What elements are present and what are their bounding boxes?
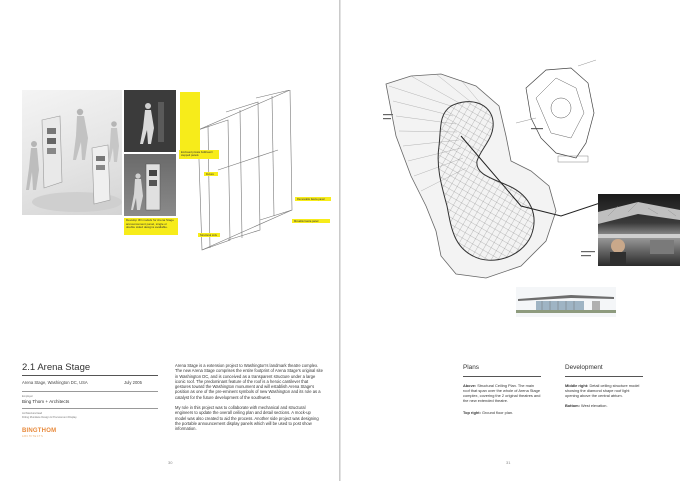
sketch-callout: Movable fascia panel — [292, 219, 330, 223]
highlight-stripe — [180, 92, 200, 154]
right-page — [341, 0, 680, 481]
paragraph: My role in this project was to collaborate with mechanical and structural engineers to update the overall ceiling plan and detail sections. A mock-up model was also created to aid the process. Another side project was designing the portable announcement display panels which will be used to post show information. — [175, 405, 319, 432]
development-caption-bottom — [565, 403, 643, 408]
caption-label: Above: — [463, 383, 477, 388]
divider — [22, 375, 158, 376]
page-number: 30 — [168, 460, 173, 465]
sketch-callout: Structural rods — [198, 233, 220, 237]
caption-text: Structural Ceiling Plan. The main roof that span over the whole of Arena Stage complex, covering the 2 original theatres and the new extended theatre. — [463, 383, 541, 403]
sketch-callout: Removable fascia panel — [295, 197, 331, 201]
caption-label: Middle right: — [565, 383, 589, 388]
sketch-callout: Fixture — [204, 172, 218, 176]
project-date: July 2005 — [124, 380, 142, 385]
caption-text: West elevation. — [581, 403, 608, 408]
panel-walkthrough-image — [124, 90, 176, 152]
sketch-callout: Enclosed private bulkhead / stepped panels — [179, 150, 219, 159]
employer-name: Bing Thom + Architects — [22, 399, 70, 404]
divider — [463, 376, 541, 377]
caption-text: Ground floor plan. — [481, 410, 514, 415]
project-location: Arena Stage, Washington DC, USA — [22, 380, 88, 385]
caption-label: Top right: — [463, 410, 481, 415]
ceiling-structure-model-photo — [598, 194, 680, 266]
divider — [22, 391, 158, 392]
credits-text: Fitting Mundane Design & Procurement Display — [22, 416, 77, 419]
plans-caption-top-right — [463, 410, 541, 415]
body-text — [175, 363, 323, 437]
panel-kiosk-image — [124, 154, 176, 216]
ground-floor-plan — [516, 58, 598, 168]
paragraph: Arena Stage is a extension project to Washington's landmark theatre complex. The new Arena Stage comprises the entire footprint of Arena Stage's original site in Washington DC, and is conceived as a transparent structure under a large iconic roof. The predominant feature of the roof is a heroic cantilever that gestures toward the Washington monument and will establish Arena Stage's position as one of the pre-eminent symbols of new Washington and its role as a catalyst for the future development of the southwest. — [175, 363, 323, 400]
panel-structure-sketch — [178, 90, 328, 255]
plans-caption-above — [463, 383, 541, 403]
panel-render-image — [22, 90, 122, 215]
page-title: 2.1 Arena Stage — [22, 362, 91, 373]
bingthom-logo: BINGTHOM — [22, 428, 57, 434]
development-caption-middle-right — [565, 383, 643, 398]
employer-label: Employer — [22, 395, 33, 398]
caption-text: Detail ceiling structure model showing the diamond shape roof light opening above the central atrium. — [565, 383, 640, 398]
development-heading: Development — [565, 364, 603, 371]
bingthom-logo-subtitle: ARCHITECTS — [22, 435, 44, 438]
divider — [565, 376, 643, 377]
left-page — [0, 0, 339, 481]
west-elevation-render — [516, 287, 616, 317]
divider — [22, 408, 158, 409]
caption-label: Bottom: — [565, 403, 580, 408]
page-number: 31 — [506, 460, 511, 465]
model-caption: Develop 3D models for Arena Stage announcement panel, single or double sided designs available. — [124, 218, 178, 235]
credits-label: Architectural lead — [22, 412, 43, 415]
plans-heading: Plans — [463, 364, 479, 371]
